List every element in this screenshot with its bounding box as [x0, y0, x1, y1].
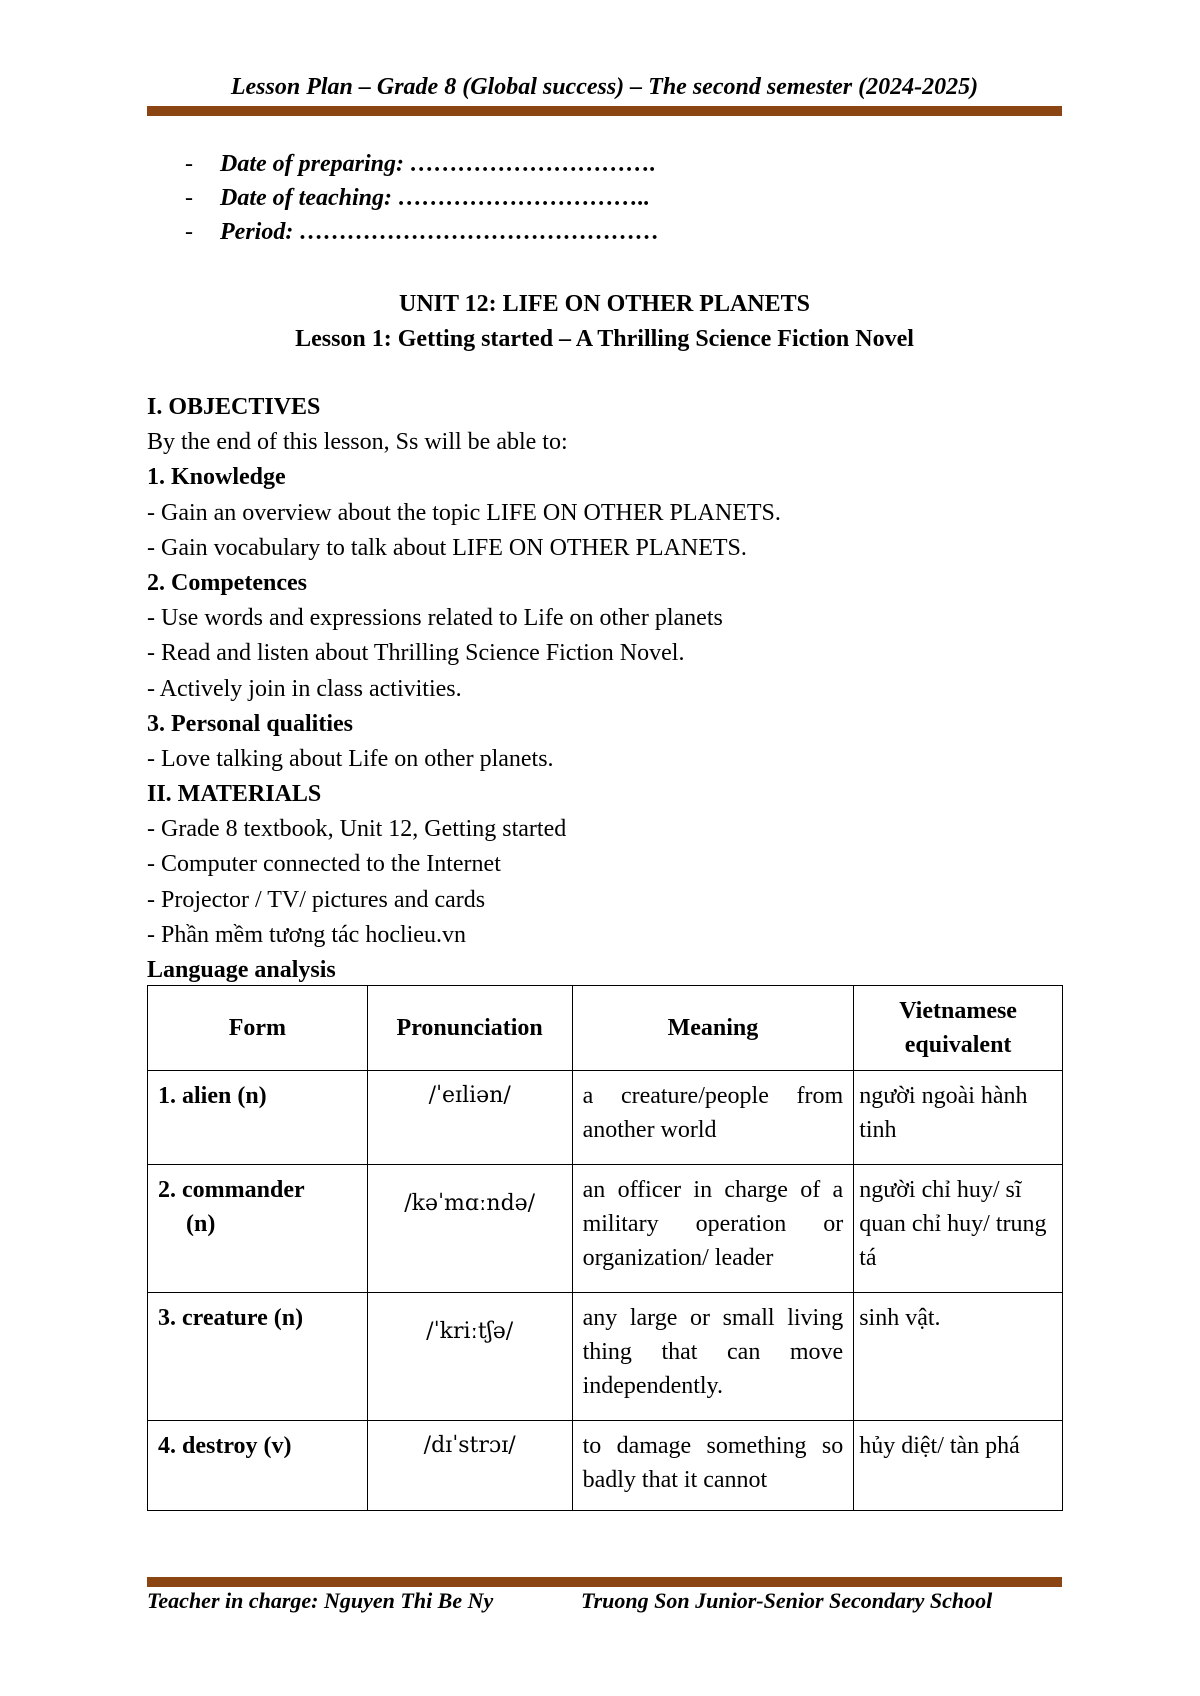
cell-vietnamese: người chỉ huy/ sĩ quan chỉ huy/ trung tá: [854, 1165, 1063, 1293]
qualities-item: - Love talking about Life on other planets.: [147, 745, 554, 772]
column-header-pronunciation: Pronunciation: [367, 986, 572, 1071]
cell-form: 4. destroy (v): [148, 1421, 368, 1511]
lesson-body: [147, 390, 1062, 988]
language-analysis-table: [147, 985, 1063, 1511]
page-header-title: Lesson Plan – Grade 8 (Global success) – The second semester (2024-2025): [230, 74, 979, 100]
cell-vietnamese: hủy diệt/ tàn phá: [854, 1421, 1063, 1511]
column-header-meaning: Meaning: [572, 986, 854, 1071]
cell-form: 1. alien (n): [148, 1071, 368, 1165]
materials-item: - Projector / TV/ pictures and cards: [147, 886, 486, 913]
period: - Period: ………………………………………: [185, 219, 660, 245]
knowledge-heading: 1. Knowledge: [147, 464, 286, 491]
table-row: [148, 1165, 1063, 1293]
materials-item: - Phần mềm tương tác hoclieu.vn: [147, 921, 466, 948]
language-analysis-heading: Language analysis: [147, 957, 336, 983]
table-row: [148, 1293, 1063, 1421]
header-rule: [147, 106, 1062, 116]
objectives-intro: By the end of this lesson, Ss will be able to:: [147, 429, 568, 456]
cell-meaning: an officer in charge of a military operation or organization/ leader: [572, 1165, 854, 1293]
qualities-heading: 3. Personal qualities: [147, 710, 354, 737]
cell-form: [148, 1165, 368, 1293]
cell-form: 3. creature (n): [148, 1293, 368, 1421]
cell-pronunciation: /dɪˈstrɔɪ/: [367, 1421, 572, 1511]
cell-meaning: any large or small living thing that can move independently.: [572, 1293, 854, 1421]
knowledge-item: - Gain an overview about the topic LIFE ON OTHER PLANETS.: [147, 499, 781, 526]
materials-item: - Grade 8 textbook, Unit 12, Getting started: [147, 816, 567, 843]
materials-item: - Computer connected to the Internet: [147, 851, 501, 878]
footer-school: Truong Son Junior-Senior Secondary School: [581, 1588, 993, 1613]
lesson-title: Lesson 1: Getting started – A Thrilling Science Fiction Novel: [295, 326, 914, 352]
date-of-teaching: - Date of teaching: …………………………..: [185, 185, 650, 211]
cell-pronunciation: /ˈkriːtʃə/: [367, 1293, 572, 1421]
column-header-form: Form: [148, 986, 368, 1071]
table-row: [148, 1421, 1063, 1511]
cell-form-word: 2. commander: [158, 1177, 305, 1203]
cell-meaning: a creature/people from another world: [572, 1071, 854, 1165]
objectives-heading: I. OBJECTIVES: [147, 394, 321, 420]
knowledge-item: - Gain vocabulary to talk about LIFE ON OTHER PLANETS.: [147, 534, 747, 561]
page-footer: [147, 1584, 1062, 1618]
cell-vietnamese: người ngoài hành tinh: [854, 1071, 1063, 1165]
competences-heading: 2. Competences: [147, 569, 307, 596]
cell-meaning: to damage something so badly that it cannot: [572, 1421, 854, 1511]
lesson-meta-list: [147, 147, 659, 249]
competences-item: - Use words and expressions related to Life on other planets: [147, 605, 723, 632]
competences-item: - Actively join in class activities.: [147, 675, 462, 702]
competences-item: - Read and listen about Thrilling Science Fiction Novel.: [147, 640, 685, 667]
column-header-vietnamese: Vietnamese equivalent: [854, 986, 1063, 1071]
cell-form-pos: (n): [186, 1211, 216, 1237]
table-row: [148, 1071, 1063, 1165]
date-of-preparing: - Date of preparing: ………………………….: [185, 151, 656, 177]
table-header-row: [148, 986, 1063, 1071]
cell-vietnamese: sinh vật.: [854, 1293, 1063, 1421]
materials-heading: II. MATERIALS: [147, 781, 322, 808]
unit-title: UNIT 12: LIFE ON OTHER PLANETS: [399, 291, 810, 317]
cell-pronunciation: /ˈeɪliən/: [367, 1071, 572, 1165]
cell-pronunciation: /kəˈmɑːndə/: [367, 1165, 572, 1293]
footer-teacher: Teacher in charge: Nguyen Thi Be Ny: [147, 1588, 494, 1613]
